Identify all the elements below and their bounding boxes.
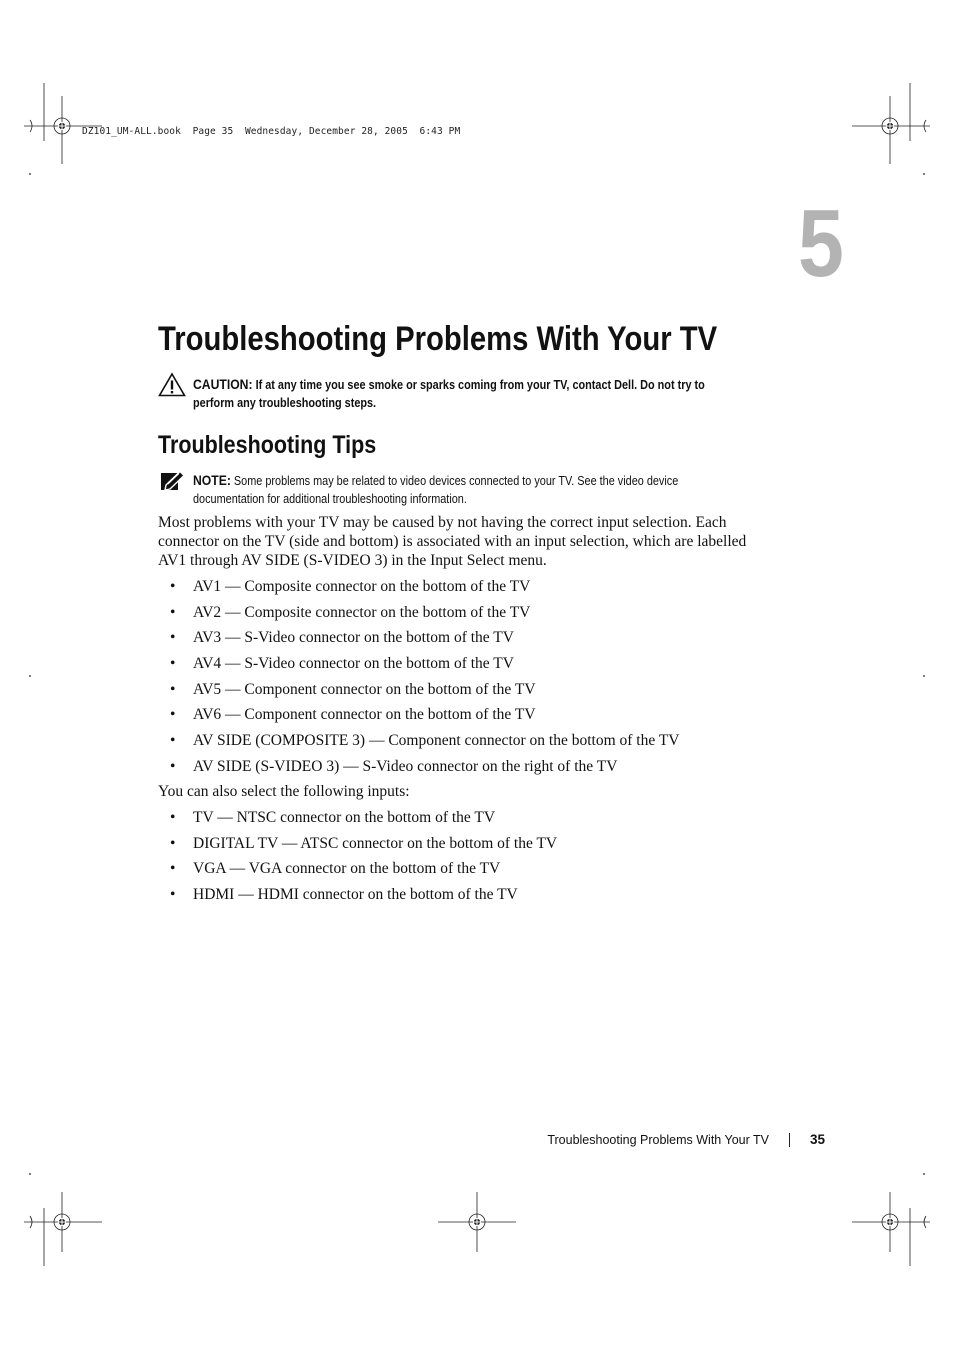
bullet: • xyxy=(170,680,176,698)
list-item xyxy=(158,680,798,706)
bullet: • xyxy=(170,706,176,724)
list-item xyxy=(158,808,798,834)
bullet: • xyxy=(170,655,176,673)
list-item xyxy=(158,628,798,654)
note-text xyxy=(193,471,802,508)
note-line-1: Some problems may be related to video devices connected to your TV. See the video device xyxy=(233,474,679,488)
section-heading: Troubleshooting Tips xyxy=(158,431,377,459)
input-selection-list xyxy=(158,577,798,783)
bullet: • xyxy=(170,603,176,621)
bullet: • xyxy=(170,834,176,852)
other-inputs-list xyxy=(158,808,798,911)
bullet: • xyxy=(170,757,176,775)
list-item-text: AV4 — S-Video connector on the bottom of the TV xyxy=(193,655,514,673)
list-item-text: AV1 — Composite connector on the bottom of the TV xyxy=(193,578,531,595)
list-item xyxy=(158,603,798,629)
list-item xyxy=(158,834,798,860)
bullet: • xyxy=(170,629,176,647)
list-item-text: TV — NTSC connector on the bottom of the TV xyxy=(193,809,496,826)
intro-line-1: Most problems with your TV may be caused by not having the correct input selection. Each xyxy=(158,514,727,531)
list-item xyxy=(158,577,798,603)
list-item xyxy=(158,654,798,680)
pencil-note-icon xyxy=(160,470,186,492)
bullet: • xyxy=(170,578,176,595)
list-item xyxy=(158,859,798,885)
footer-title: Troubleshooting Problems With Your TV xyxy=(547,1133,769,1147)
list-item-text: AV6 — Component connector on the bottom of the TV xyxy=(193,706,536,724)
list-item-text: HDMI — HDMI connector on the bottom of the TV xyxy=(193,886,518,904)
list-item xyxy=(158,757,798,783)
intro-line-3: AV1 through AV SIDE (S-VIDEO 3) in the Input Select menu. xyxy=(158,552,547,569)
bullet: • xyxy=(170,886,176,904)
list-item-text: AV5 — Component connector on the bottom of the TV xyxy=(193,680,536,698)
list-item xyxy=(158,705,798,731)
list-item-text: AV SIDE (S-VIDEO 3) — S-Video connector on the right of the TV xyxy=(193,757,618,775)
page-number: 35 xyxy=(809,1132,825,1147)
page-footer xyxy=(520,1132,825,1152)
bullet: • xyxy=(170,860,176,878)
also-paragraph: You can also select the following inputs: xyxy=(158,783,410,800)
note-line-2: documentation for additional troubleshooting information. xyxy=(193,492,467,506)
caution-text xyxy=(193,375,802,412)
caution-label: CAUTION: xyxy=(193,376,253,392)
caution-line-2: perform any troubleshooting steps. xyxy=(193,396,377,410)
list-item-text: AV SIDE (COMPOSITE 3) — Component connector on the bottom of the TV xyxy=(193,732,680,750)
warning-triangle-icon xyxy=(158,372,186,397)
intro-paragraph xyxy=(158,513,798,570)
list-item-text: DIGITAL TV — ATSC connector on the bottom of the TV xyxy=(193,834,558,852)
note-label: NOTE: xyxy=(193,472,231,488)
caution-line-1: If at any time you see smoke or sparks coming from your TV, contact Dell. Do not try to xyxy=(255,378,705,392)
list-item-text: AV3 — S-Video connector on the bottom of the TV xyxy=(193,629,514,647)
bullet: • xyxy=(170,809,176,826)
intro-line-2: connector on the TV (side and bottom) is associated with an input selection, which are labelled xyxy=(158,533,747,550)
list-item xyxy=(158,731,798,757)
page-title: Troubleshooting Problems With Your TV xyxy=(158,320,718,358)
list-item-text: VGA — VGA connector on the bottom of the TV xyxy=(193,860,501,878)
chapter-number: 5 xyxy=(798,190,844,297)
list-item xyxy=(158,885,798,911)
bullet: • xyxy=(170,732,176,750)
list-item-text: AV2 — Composite connector on the bottom of the TV xyxy=(193,603,531,621)
book-slug-line: DZ101_UM-ALL.book Page 35 Wednesday, December 28, 2005 6:43 PM xyxy=(82,126,461,137)
footer-divider xyxy=(789,1133,790,1147)
